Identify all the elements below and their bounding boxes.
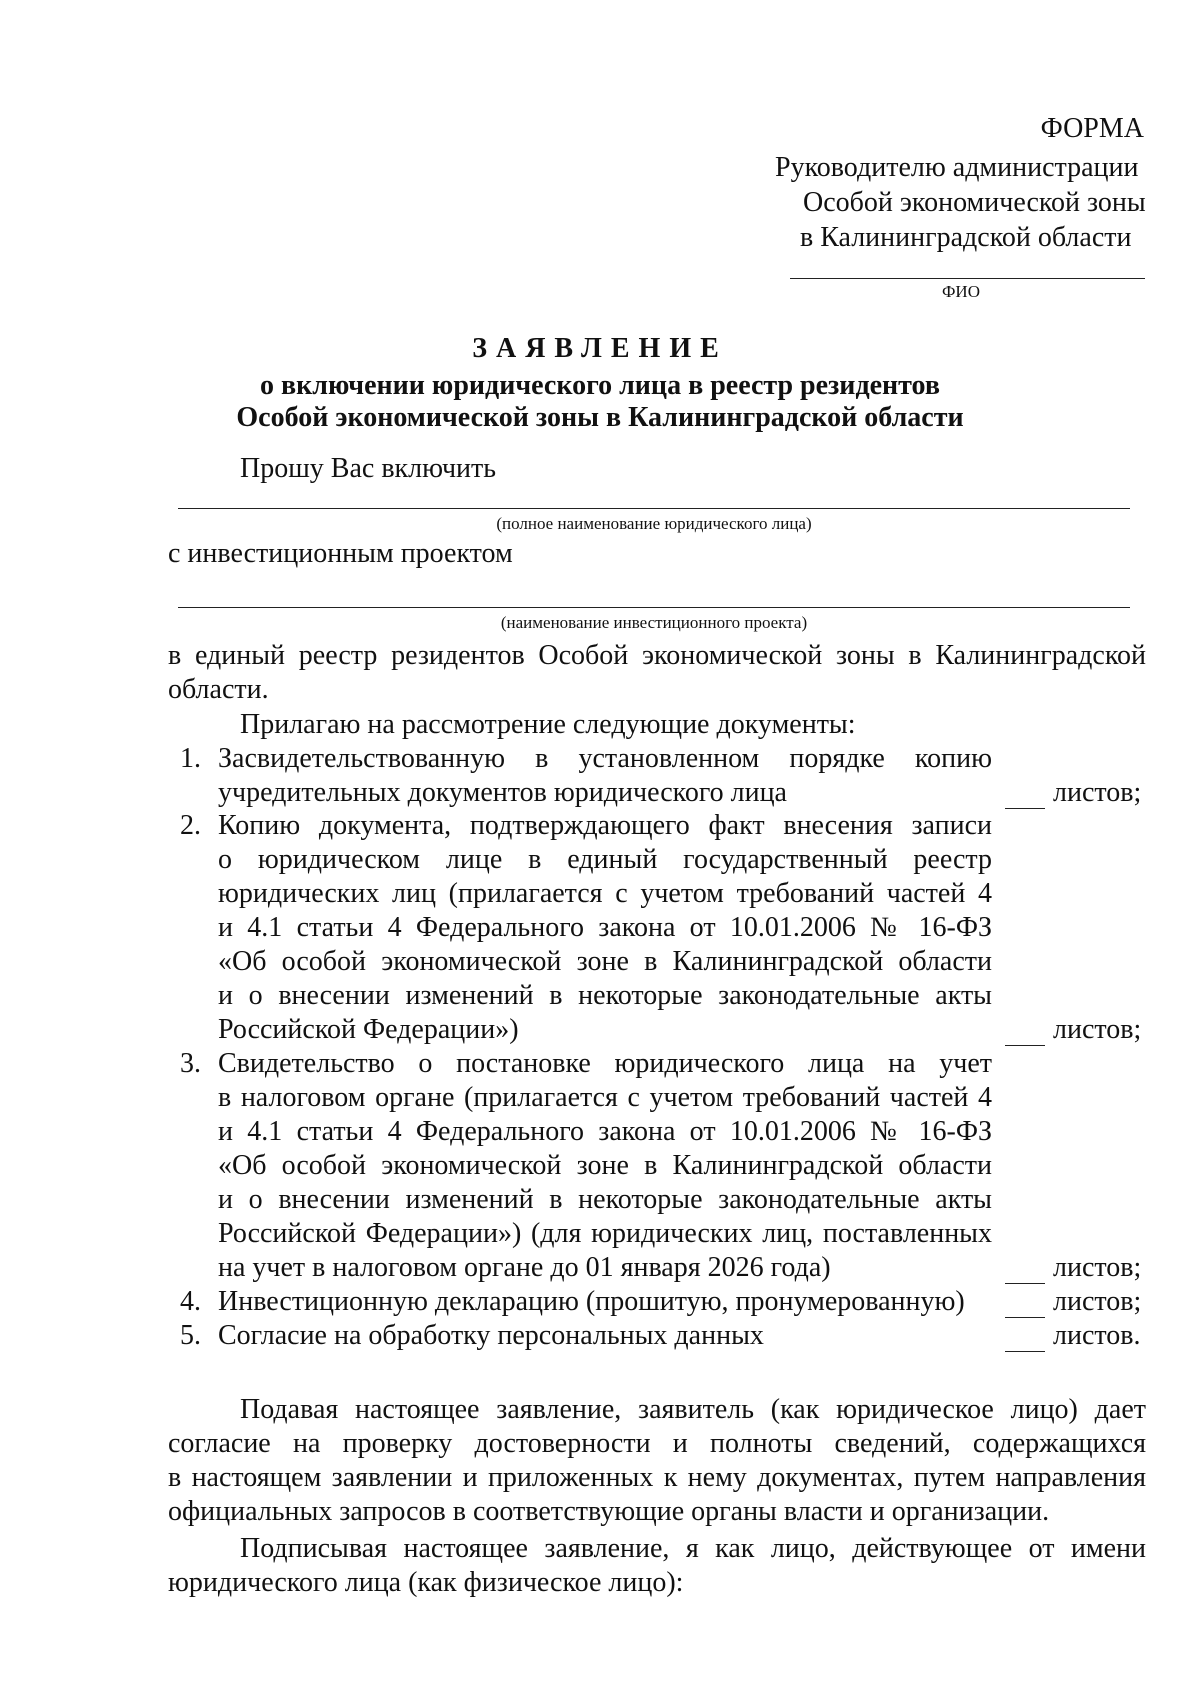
page-count-blank <box>1005 1317 1045 1318</box>
fio-line <box>790 278 1145 279</box>
pages-label: листов. <box>1053 1320 1141 1351</box>
project-name-line <box>178 607 1130 608</box>
attachment-text-line: в налоговом органе (прилагается с учетом требований частей 4 <box>218 1082 992 1113</box>
signing-line-1: Подписывая настоящее заявление, я как лицо, действующее от имени <box>240 1533 1146 1564</box>
project-name-caption: (наименование инвестиционного проекта) <box>500 613 808 632</box>
attachment-number: 2. <box>180 810 201 841</box>
consent-line-4: официальных запросов в соответствующие органы власти и организации. <box>168 1496 1050 1527</box>
attachment-text-line: Засвидетельствованную в установленном порядке копию <box>218 743 992 774</box>
document-title: ЗАЯВЛЕНИЕ <box>472 333 728 364</box>
addressee-line-3: в Калининградской области <box>800 222 1132 253</box>
consent-line-3: в настоящем заявлении и приложенных к нему документах, путем направления <box>168 1462 1146 1493</box>
fio-caption: ФИО <box>942 282 980 301</box>
legal-entity-name-caption: (полное наименование юридического лица) <box>496 514 812 533</box>
form-label: ФОРМА <box>1040 113 1144 144</box>
attachment-text-line: юридических лиц (прилагается с учетом требований частей 4 <box>218 878 992 909</box>
page-count-blank <box>1005 1045 1045 1046</box>
attachment-text-line: и 4.1 статьи 4 Федерального закона от 10.01.2006 № 16-ФЗ <box>218 912 992 943</box>
attachment-text-line: Инвестиционную декларацию (прошитую, пронумерованную) <box>218 1286 965 1317</box>
attachment-text-line: учредительных документов юридического лица <box>218 777 787 808</box>
attachment-number: 5. <box>180 1320 201 1351</box>
consent-line-2: согласие на проверку достоверности и полноты сведений, содержащихся <box>168 1428 1146 1459</box>
attachment-text-line: и о внесении изменений в некоторые законодательные акты <box>218 1184 992 1215</box>
attachment-text-line: Свидетельство о постановке юридического лица на учет <box>218 1048 992 1079</box>
addressee-line-2: Особой экономической зоны <box>803 187 1146 218</box>
project-intro: с инвестиционным проектом <box>168 538 513 569</box>
attachment-text-line: и о внесении изменений в некоторые законодательные акты <box>218 980 992 1011</box>
attachment-text-line: о юридическом лице в единый государственный реестр <box>218 844 992 875</box>
attachments-intro: Прилагаю на рассмотрение следующие документы: <box>240 709 856 740</box>
attachment-text-line: Копию документа, подтверждающего факт внесения записи <box>218 810 992 841</box>
pages-label: листов; <box>1053 777 1142 808</box>
attachment-text-line: на учет в налоговом органе до 01 января 2026 года) <box>218 1252 831 1283</box>
title-subtitle-2: Особой экономической зоны в Калининградской области <box>236 402 964 433</box>
request-intro: Прошу Вас включить <box>240 453 497 484</box>
title-subtitle-1: о включении юридического лица в реестр резидентов <box>260 370 940 401</box>
consent-line-1: Подавая настоящее заявление, заявитель (как юридическое лицо) дает <box>240 1394 1146 1425</box>
attachment-text-line: Российской Федерации») (для юридических лиц, поставленных <box>218 1218 992 1249</box>
addressee-line-1: Руководителю администрации <box>775 152 1139 183</box>
page-count-blank <box>1005 1283 1045 1284</box>
attachment-text-line: Согласие на обработку персональных данных <box>218 1320 764 1351</box>
attachment-number: 1. <box>180 743 201 774</box>
page-count-blank <box>1005 1351 1045 1352</box>
attachment-text-line: и 4.1 статьи 4 Федерального закона от 10.01.2006 № 16-ФЗ <box>218 1116 992 1147</box>
legal-entity-name-line <box>178 508 1130 509</box>
signing-line-2: юридического лица (как физическое лицо): <box>168 1567 684 1598</box>
attachment-number: 3. <box>180 1048 201 1079</box>
pages-label: листов; <box>1053 1286 1142 1317</box>
registry-line-1: в единый реестр резидентов Особой экономической зоны в Калининградской <box>168 640 1146 671</box>
registry-line-2: области. <box>168 674 269 705</box>
attachment-text-line: Российской Федерации») <box>218 1014 519 1045</box>
pages-label: листов; <box>1053 1252 1142 1283</box>
page-count-blank <box>1005 808 1045 809</box>
attachment-text-line: «Об особой экономической зоне в Калининградской области <box>218 946 992 977</box>
pages-label: листов; <box>1053 1014 1142 1045</box>
attachment-number: 4. <box>180 1286 201 1317</box>
attachment-text-line: «Об особой экономической зоне в Калининградской области <box>218 1150 992 1181</box>
